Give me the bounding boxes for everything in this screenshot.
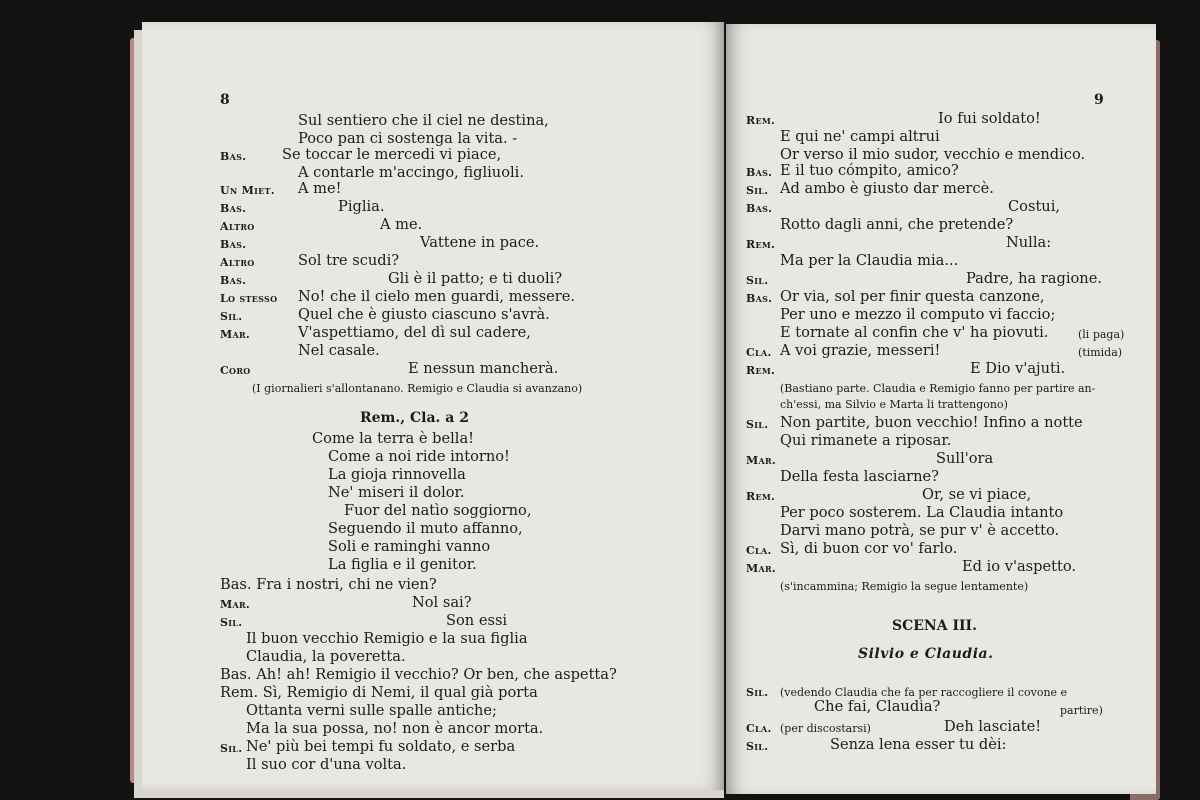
speaker-label: Sil.	[746, 184, 769, 197]
verse-line: Poco pan ci sostenga la vita. -	[298, 130, 518, 147]
speaker-label: Bas.	[746, 166, 773, 179]
page-number: 8	[220, 92, 230, 108]
speaker-label: Sil.	[746, 274, 769, 287]
verse-line: No! che il cielo men guardi, messere.	[298, 288, 576, 305]
verse-line: Per poco sosterem. La Claudia intanto	[780, 504, 1064, 521]
verse-line: Ad ambo è giusto dar mercè.	[780, 180, 994, 197]
verse-line: Ne' più bei tempi fu soldato, e serba	[246, 738, 516, 755]
verse-line: Bas. Fra i nostri, chi ne vien?	[220, 576, 437, 593]
verse-line: Fuor del natìo soggiorno,	[344, 502, 532, 519]
speaker-label: Coro	[220, 364, 251, 377]
speaker-label: Bas.	[220, 238, 247, 251]
verse-line: Non partite, buon vecchio! Infino a notte	[780, 414, 1083, 431]
speaker-label: Mar.	[220, 598, 251, 611]
verse-line: Come a noi ride intorno!	[328, 448, 510, 465]
verse-line: E qui ne' campi altrui	[780, 128, 940, 145]
verse-line: Darvi mano potrà, se pur v' è accetto.	[780, 522, 1060, 539]
verse-line: Ma per la Claudia mia...	[780, 252, 959, 269]
stage-direction: (per discostarsi)	[780, 722, 871, 735]
verse-line: Or, se vi piace,	[922, 486, 1032, 503]
speaker-label: Altro	[220, 220, 255, 233]
stage-direction: ch'essi, ma Silvio e Marta li trattengono)	[780, 398, 1008, 411]
speaker-label: Mar.	[746, 454, 777, 467]
verse-line: Piglia.	[338, 198, 385, 215]
speaker-label: Lo stesso	[220, 292, 278, 305]
speaker-label: Sil.	[746, 418, 769, 431]
speaker-label: Bas.	[746, 202, 773, 215]
verse-line: La gioja rinnovella	[328, 466, 466, 483]
verse-line: Seguendo il muto affanno,	[328, 520, 523, 537]
verse-line: Che fai, Claudia?	[814, 698, 941, 715]
speaker-label: Bas.	[220, 202, 247, 215]
verse-line: Vattene in pace.	[420, 234, 540, 251]
verse-line: Sull'ora	[936, 450, 994, 467]
verse-line: Rotto dagli anni, che pretende?	[780, 216, 1014, 233]
verse-line: Come la terra è bella!	[312, 430, 475, 447]
verse-line: Deh lasciate!	[944, 718, 1042, 735]
verse-line: V'aspettiamo, del dì sul cadere,	[298, 324, 531, 341]
stage-direction: (Bastiano parte. Claudia e Remigio fanno per partire an-	[780, 382, 1096, 395]
section-heading: Rem., Cla. a 2	[360, 410, 469, 426]
verse-line: A me.	[380, 216, 423, 233]
page-number: 9	[1094, 92, 1104, 108]
stage-direction: partire)	[1060, 704, 1103, 717]
speaker-label: Bas.	[746, 292, 773, 305]
verse-line: Se toccar le mercedi vi piace,	[282, 146, 502, 163]
speaker-label: Rem.	[746, 114, 776, 127]
verse-line: Son essi	[446, 612, 508, 629]
speaker-label: Sil.	[746, 686, 769, 699]
speaker-label: Mar.	[746, 562, 777, 575]
verse-line: Per uno e mezzo il computo vi faccio;	[780, 306, 1056, 323]
verse-line: Della festa lasciarne?	[780, 468, 939, 485]
verse-line: Nol sai?	[412, 594, 472, 611]
verse-line: Sol tre scudi?	[298, 252, 400, 269]
scene-heading: SCENA III.	[892, 618, 977, 634]
speaker-label: Cla.	[746, 722, 772, 735]
verse-line: Or via, sol per finir questa canzone,	[780, 288, 1045, 305]
verse-line: La figlia e il genitor.	[328, 556, 477, 573]
verse-line: Nulla:	[1006, 234, 1052, 251]
verse-line: Or verso il mio sudor, vecchio e mendico.	[780, 146, 1086, 163]
scene-characters: Silvio e Claudia.	[858, 646, 994, 662]
verse-line: Sul sentiero che il ciel ne destina,	[298, 112, 549, 129]
verse-line: Bas. Ah! ah! Remigio il vecchio? Or ben, che aspetta?	[220, 666, 617, 683]
open-book	[120, 18, 1125, 793]
verse-line: Soli e raminghi vanno	[328, 538, 491, 555]
verse-line: Rem. Sì, Remigio di Nemi, il qual già porta	[220, 684, 538, 701]
verse-line: Quel che è giusto ciascuno s'avrà.	[298, 306, 550, 323]
stage-direction: (I giornalieri s'allontanano. Remigio e Claudia si avanzano)	[252, 382, 583, 395]
verse-line: Il suo cor d'una volta.	[246, 756, 407, 773]
verse-line: Ma la sua possa, no! non è ancor morta.	[246, 720, 544, 737]
verse-line: Qui rimanete a riposar.	[780, 432, 952, 449]
right-page	[726, 24, 1156, 794]
stage-direction: (li paga)	[1078, 328, 1125, 341]
verse-line: Padre, ha ragione.	[966, 270, 1102, 287]
verse-line: Gli è il patto; e ti duoli?	[388, 270, 563, 287]
speaker-label: Altro	[220, 256, 255, 269]
verse-line: Ne' miseri il dolor.	[328, 484, 465, 501]
verse-line: Senza lena esser tu dèi:	[830, 736, 1007, 753]
verse-line: Ed io v'aspetto.	[962, 558, 1077, 575]
speaker-label: Sil.	[220, 310, 243, 323]
verse-line: A voi grazie, messeri!	[780, 342, 941, 359]
speaker-label: Cla.	[746, 346, 772, 359]
verse-line: Il buon vecchio Remigio e la sua figlia	[246, 630, 528, 647]
speaker-label: Cla.	[746, 544, 772, 557]
stage-direction: (timida)	[1078, 346, 1123, 359]
speaker-label: Bas.	[220, 150, 247, 163]
verse-line: Claudia, la poveretta.	[246, 648, 406, 665]
verse-line: E il tuo cómpito, amico?	[780, 162, 959, 179]
speaker-label: Sil.	[746, 740, 769, 753]
stage-direction: (s'incammina; Remigio la segue lentamente)	[780, 580, 1029, 593]
verse-line: Sì, di buon cor vo' farlo.	[780, 540, 958, 557]
verse-line: Nel casale.	[298, 342, 380, 359]
speaker-label: Bas.	[220, 274, 247, 287]
verse-line: A me!	[298, 180, 342, 197]
speaker-label: Rem.	[746, 490, 776, 503]
verse-line: A contarle m'accingo, figliuoli.	[298, 164, 524, 181]
left-page	[142, 22, 724, 790]
verse-line: Ottanta verni sulle spalle antiche;	[246, 702, 497, 719]
speaker-label: Rem.	[746, 238, 776, 251]
speaker-label: Mar.	[220, 328, 251, 341]
verse-line: E Dio v'ajuti.	[970, 360, 1066, 377]
verse-line: Io fui soldato!	[938, 110, 1041, 127]
speaker-label: Sil.	[220, 616, 243, 629]
verse-line: Costui,	[1008, 198, 1061, 215]
speaker-label: Rem.	[746, 364, 776, 377]
speaker-label: Sil.	[220, 742, 243, 755]
speaker-label: Un Miet.	[220, 184, 275, 197]
stage-direction: (vedendo Claudia che fa per raccogliere il covone e	[780, 686, 1068, 699]
verse-line: E nessun mancherà.	[408, 360, 559, 377]
verse-line: E tornate al confin che v' ha piovuti.	[780, 324, 1049, 341]
